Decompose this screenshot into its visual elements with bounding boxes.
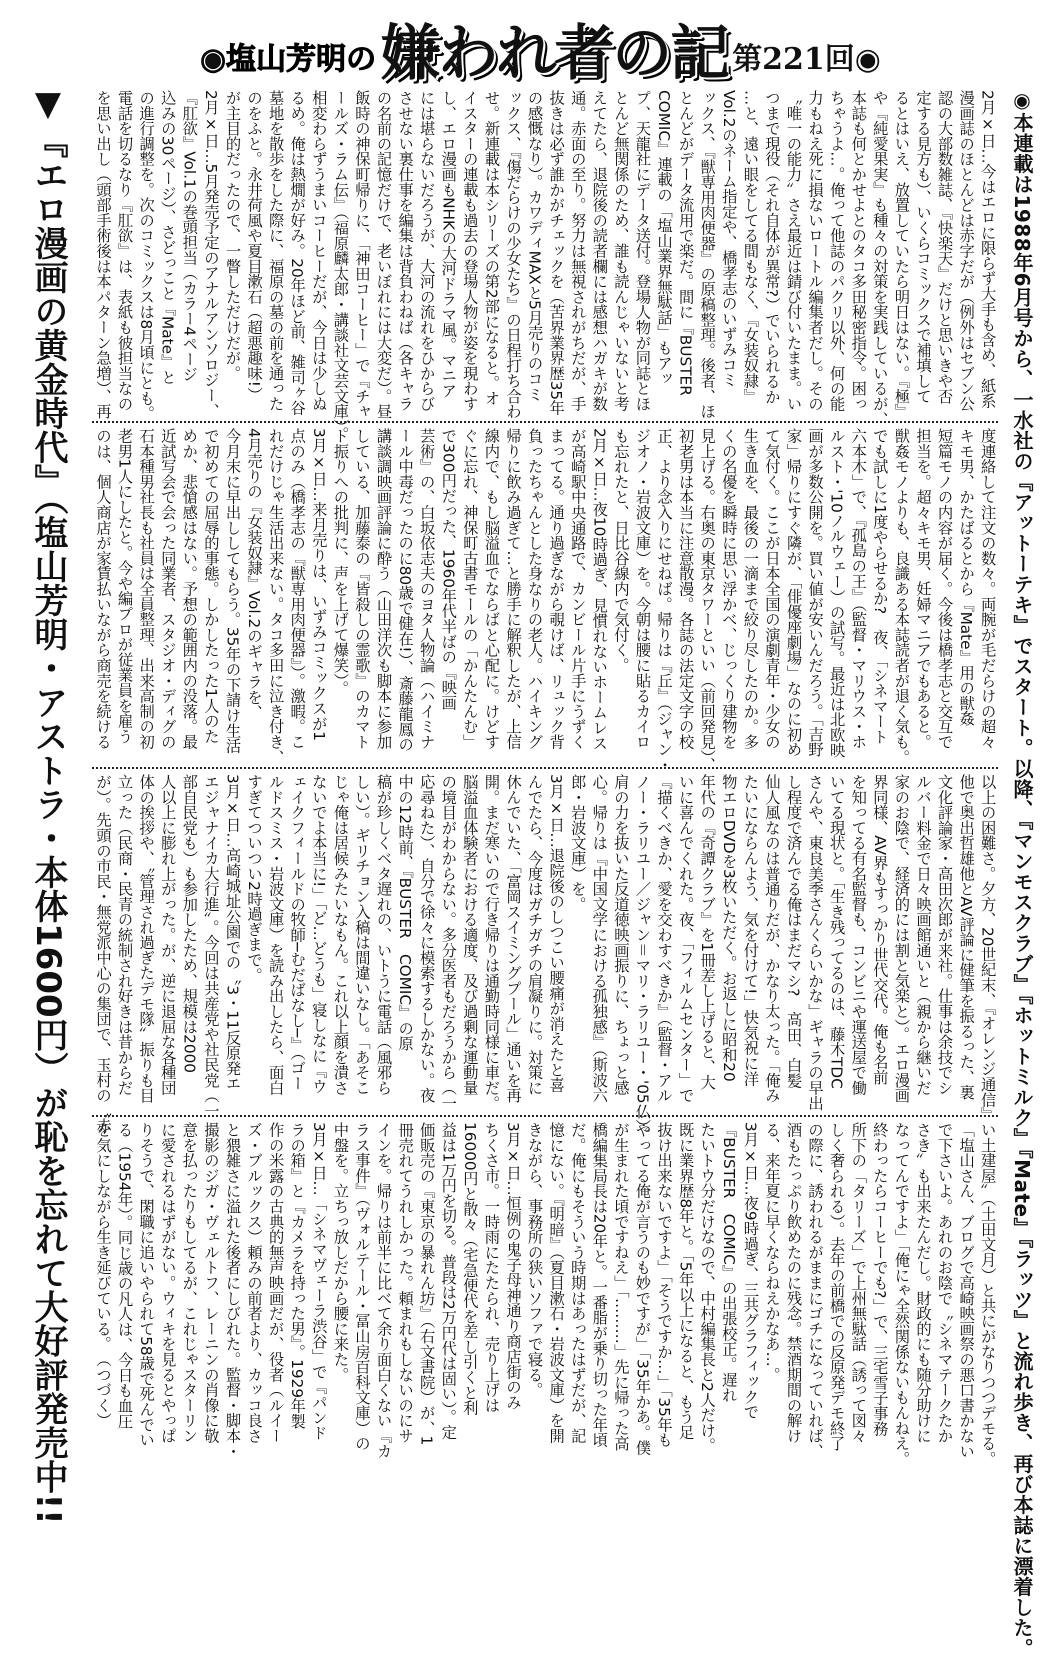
text-column: ジオノ・岩波文庫）を。今朝は腰に貼るカイロ: [633, 428, 652, 750]
text-column: いに喜んでくれた。夜、「フィルムセンター」で: [676, 774, 695, 1103]
text-column: 体の挨拶や、〝管理され過ぎたデモ隊〟振りも目: [137, 774, 156, 1103]
text-column: 近試写会で会った同業者、スタジオ・ディグの: [158, 428, 177, 750]
text-column: 3月×日…恒例の鬼子母神通り商店街のみ: [503, 1122, 522, 1410]
text-column: 界同様、AV界もすっかり世代交代。俺も名前: [870, 774, 889, 1085]
text-column: 既に業界歴8年と。「5年以上になると、もう足: [676, 1122, 695, 1440]
text-column: んでたら、今度はガチガチの肩凝りに。対策に: [525, 774, 544, 1096]
text-column: て気付く。ここが日本全国の演劇青年・少女の: [762, 428, 781, 750]
text-column: 仙人風なのは普通りだが、かなり太った。「俺み: [762, 774, 781, 1103]
text-column: の進行調整を。次のコミックスは8月頃にとも。: [137, 90, 156, 422]
text-column: たいにならんよう、気を付けて!」快気祝に洋: [741, 774, 760, 1087]
text-column: 六本木」で、『孤島の王』（監督・マリウス・ホ: [849, 428, 868, 750]
text-column: の感慨なり）。カワディMAXと5月売りのコミ: [525, 90, 544, 402]
text-column: 他で奥出哲雄他とAV評論に健筆を振るった、裏: [957, 774, 976, 1100]
text-column: 認の大部数雑誌、『快楽天』だけと思いきや否: [935, 90, 954, 404]
text-column: 獣姦モノよりも、良識ある本誌読者が退く気も。: [892, 428, 911, 765]
text-column: で下さいよ。あれのお陰で〝シネマテークたか: [935, 1122, 954, 1444]
text-column: 酒もたっぷり飲めたのに残念。禁酒期間の解け: [784, 1122, 803, 1444]
text-column: には堪らないだろうが、大河の流れをひからび: [417, 90, 436, 412]
text-column: し、エロ漫画もNHKの大河ドラマ風。マニア: [439, 90, 458, 399]
text-column: の名前の記憶だけで、老いぼれには大変だ）。昼: [374, 90, 393, 419]
text-column: 3月×日…高崎城址公園での〝3・11反原発エ: [223, 774, 242, 1092]
text-column: 漫画誌のほとんどは赤字だが（例外はセブン公: [957, 90, 976, 412]
text-column: 文化評論家・高田次郎が来社。仕事は余技でシ: [935, 774, 954, 1096]
text-column: 立った（民商・民青の統制され好きは昔からだ: [115, 774, 134, 1096]
text-column: ール中毒だったのに80歳で健在!）、斎藤龍鳳の: [396, 428, 415, 752]
text-column: や『純愛果実』も種々の対策を実践しているが、: [870, 90, 889, 427]
text-column: 憶にない。『明暗』（夏目漱石・岩波文庫）を開: [547, 1122, 566, 1444]
text-column: している、加藤泰の『皆殺しの霊歌』のカマト: [352, 428, 371, 750]
text-column: 益は1万円を切る。普段は2万円代は固い）。定: [439, 1122, 458, 1440]
text-column: 初老男は本当に注意散漫。各誌の法定文字の校: [676, 428, 695, 750]
text-column: エジャナイカ大行進〟。今回は共産党や社民党（一: [201, 774, 220, 1119]
text-column: 本誌も何とかせよとのタコ多田秘密指令。困っ: [849, 90, 868, 412]
text-column: ックス、『傷だらけの少女たち』の日程打ち合わ: [503, 90, 522, 419]
text-column: ズ・ブルックス）頼みの前者より、カッコ良さ: [245, 1122, 264, 1444]
text-column: ちゃうよ…。俺って他誌のパクリ以外、何の能: [827, 90, 846, 412]
text-column: 部自民党も）も参加したため、規模は2000: [180, 774, 199, 1074]
text-column: ちくさ市。一時雨にたたられ、売り上げは: [482, 1122, 501, 1413]
text-column: 抜きは必ず誰かがチェックを（苦界業界歴35年: [547, 90, 566, 416]
text-column: 16000円と散々（宅急便代を差し引くと利: [460, 1122, 479, 1416]
text-tier-1: [92, 90, 998, 442]
text-column: 講談調映画評論に酔う（山田洋次も脚本に参加: [374, 428, 393, 750]
title-episode: 第221回◉: [732, 42, 881, 77]
text-column: も忘れたと、日比谷線内で気付く。: [611, 428, 630, 673]
text-column: えてたら、退院後の読者欄には感想ハガキが数: [590, 90, 609, 412]
text-column: 家」帰りにすぐ隣が、「俳優座劇場」なのに初め: [784, 428, 803, 757]
text-column: ックス、『獣専用肉便器』の原稿整理。後者、ほ: [698, 90, 717, 419]
text-column: 『BUSTER COMIC』の出張校正。遅れ: [719, 1122, 738, 1403]
text-column: 通。赤面の至り。努力は無視されがちだが、手: [568, 90, 587, 412]
text-column: ぐに忘れ、神保町古書モールの「かんたんむ」: [460, 428, 479, 750]
text-column: るとはいえ、放置していたら明日はない。『極』: [892, 90, 911, 419]
text-column: イスターの連載も過去の登場人物が姿を現わす: [460, 90, 479, 412]
text-column: で300円だった、1960年代半ばの『映画: [439, 428, 458, 711]
text-column: 中の12時前、『BUSTER COMIC』の原: [396, 774, 415, 1051]
text-column: いてる現状と。「生き残ってるのは、藤木TDC: [827, 774, 846, 1089]
text-column: ェイクフィールドの牧師─むだばなし─』（ゴー: [288, 774, 307, 1091]
text-column: さんや、東良美季さんくらいかな」ギャラの早出: [806, 774, 825, 1111]
text-column: しい）。ギリチョン入稿は間違いなし。「あそこ: [352, 774, 371, 1096]
text-column: せ。新連載は本シリーズの第2部になると。オ: [482, 90, 501, 406]
text-column: 今月末に早出ししてもらう。35年の下請け生活: [223, 428, 242, 754]
text-column: 3月×日…「シネマヴェーラ渋谷」で『パンド: [309, 1122, 328, 1441]
text-column: 飯時の神保町帰りに、「神田コーヒー」で『チャ: [352, 90, 371, 419]
text-column: 中盤を。立ちっ放しだから腰に来た。: [331, 1122, 350, 1383]
text-column: まってる。通り過ぎながら覗けば、リュック背: [547, 428, 566, 750]
text-column: 稿が珍しくベタ遅れの、いトうに電話（風邪ら: [374, 774, 393, 1096]
text-column: 込みの30ページ）、さどっこと『Mate』と: [158, 90, 177, 385]
text-column: い土建屋〟（土田文月）と共にがなりつつデモる。: [978, 1122, 997, 1467]
text-column: 短篇モノの内容が届く。今後は橋孝志と交互で: [935, 428, 954, 750]
series-note: ◉本連載は1988年6月号から、一水社の『アットーテキ』でスタート。以降、『マンモスクラブ』『ホットミルク』『Mate』『ラッツ』と流れ歩き、再び本誌に漂着した。: [1010, 88, 1034, 1659]
text-column: 線内で、もし脳溢血でならばと心配に。けどす: [482, 428, 501, 750]
text-column: キモ男、かたばるとから『Mate』用の獣姦: [957, 428, 976, 727]
text-column: が生まれた頃ですねえ」「………」先に帰った高: [611, 1122, 630, 1451]
text-column: 定する見方も）、いくらコミックスで補填して: [913, 90, 932, 404]
text-column: でも試しに1度やらせるか? 夜、「シネマート: [870, 428, 889, 745]
text-column: つまで現役（それ自体が異常?）でいられるか: [762, 90, 781, 405]
text-tier-2: [92, 428, 998, 773]
text-column: 3月×日…来月売りは、いずみコミックスが1: [309, 428, 328, 741]
text-column: ルスト・'10ノルウェー）の試写。最近は北欧映: [827, 428, 846, 758]
text-column: さき〟も出来たんだし。財政的にも随分助けに: [913, 1122, 932, 1444]
text-column: すぎてついつい2時過ぎまで。: [245, 774, 264, 983]
text-column: ラス事件』（ヴォルテール・冨山房百科文庫）の: [352, 1122, 371, 1451]
text-column: 人以上に膨れ上がった。が、逆に退屈な各種団: [158, 774, 177, 1096]
text-column: 脳溢血体験者における適度、及び過剰な運動量: [460, 774, 479, 1096]
text-column: ルバー料金で日々映画館通いと（親から継いだ: [913, 774, 932, 1096]
text-column: に愛されるはずがない。ウィキを見るとやっぱ: [158, 1122, 177, 1444]
text-column: 度連絡して注文の数々。両腕が毛だらけの超々: [978, 428, 997, 750]
text-column: 終わったらコーヒーでも?」で、三宅雪子事務: [870, 1122, 889, 1437]
text-column: 『描くべきか、愛を交わすべきか』（監督・アル: [655, 774, 674, 1103]
text-column: じゃ俺は居候みたいなもん。これ以上顔を潰さ: [331, 774, 350, 1096]
text-column: 開。まだ寒いので行き帰りは通勤時同様に車だ。: [482, 774, 501, 1111]
text-column: 抜け出来ないですよ」「そうですか…」「35年も: [655, 1122, 674, 1448]
text-column: し程度で済んでる俺はまだマシ? 高田、白髪: [784, 774, 803, 1089]
text-column: 郎・岩波文庫）を。: [568, 774, 587, 912]
text-column: ノー・ラリユー／ジャン＝マリ・ラリユー・'05仏）。: [633, 774, 652, 1142]
text-column: 橋編集局長は20年と。一番脂が乗り切った年頃: [590, 1122, 609, 1448]
text-column: で初めての屈辱的事態。しかしたった1人のた: [201, 428, 220, 744]
text-column: 撮影のジガ・ヴェルトフ、レーニンの肖像に敬: [201, 1122, 220, 1444]
text-column: と猥雑さに溢れた後者にしびれた。監督・脚本・: [223, 1122, 242, 1459]
text-column: 物エロDVDを3枚いただく。お返しに昭和20: [719, 774, 738, 1082]
text-column: させない裏仕事を編集は背負わねば（各キャラ: [396, 90, 415, 412]
text-column: ルドスミス・岩波文庫）を読み出したら、面白: [266, 774, 285, 1096]
text-column: 芸術』の、白坂依志夫のヨタ人物論（ハイミナ: [417, 428, 436, 750]
book-promo: ▼『エロ漫画の黄金時代』（塩山芳明・アストラ・本体1600円）が恥を忘れて大好評発売中!!: [28, 84, 68, 1525]
text-column: くの名優を瞬時に思い浮かべ、じっくり建物を: [719, 428, 738, 750]
text-column: 価販売の『東京の暴れん坊』（右文書院）が、1: [417, 1122, 436, 1446]
text-column: りそうで、閑職に追いやられて58歳で死んでい: [137, 1122, 156, 1448]
text-column: 休んでいた、「富岡スイミングプール」通いを再: [503, 774, 522, 1103]
text-column: 担当を。超々キモ男、妊婦マニアでもあると。: [913, 428, 932, 750]
text-column: を知ってる有名監督も、コンビニや運送屋で働: [849, 774, 868, 1096]
text-column: …と、遠い眼をしてる間もなく、『女装奴隷』: [741, 90, 760, 404]
text-column: めか、悲愴感はない。予想の範囲内の没落。最: [180, 428, 199, 750]
text-column: る、来年夏に早くならねえかなあ…。: [762, 1122, 781, 1383]
text-column: 画が多数公開を。買い値が安いんだろう。「吉野: [806, 428, 825, 757]
text-column: 2月×日…5月発売予定のアナルアンソロジー、: [201, 90, 220, 419]
title-author: ◉塩山芳明の: [200, 42, 377, 77]
text-column: ないでよ本当に!」「ど…どうも」寝しなに『ウ: [309, 774, 328, 1094]
text-column: 3月×日…夜9時過ぎ、三共グラフィックで: [741, 1122, 760, 1420]
text-column: のは、個人商店が家賃払いながら商売を続ける: [94, 428, 112, 750]
text-column: なってんですよ」「俺にゃ全然関係ないもんねえ。: [892, 1122, 911, 1467]
text-tier-4: [92, 1122, 998, 1467]
text-column: きながら、事務所の狭いソファで寝る。: [525, 1122, 544, 1398]
title-main: 嫌われ者の記: [380, 19, 729, 89]
text-column: 生き血を、最後の一滴まで絞り尽したのか。多: [741, 428, 760, 750]
text-column: 年代の『奇譚クラブ』を1冊差し上げると、大: [698, 774, 717, 1090]
text-column: 応尋ねた）、自分で徐々に模索するしかない。夜: [417, 774, 436, 1103]
text-column: 2月×日…今はエロに限らず大手も含め、紙系: [978, 90, 997, 409]
text-column: 電話を切るなり『肛欲』は、表紙も彼担当なの: [115, 90, 134, 412]
text-column: たいトウ分だけなので、中村編集長と2人だけ。: [698, 1122, 717, 1454]
text-column: 家のお陰で、経済的には割と気楽と）。エロ漫画: [892, 774, 911, 1103]
text-column: が高崎駅中央通路で、カンビール片手にうずく: [568, 428, 587, 750]
text-column: 帰りに飲み過ぎて…と勝手に解釈したが、上信: [503, 428, 522, 750]
text-column: 正、より念入りにせねば。帰りは『丘』（ジャン・: [655, 428, 674, 773]
text-column: 2月×日…夜10時過ぎ、見慣れないホームレス: [590, 428, 609, 751]
text-column: ールズ・ラム伝』（福原麟太郎・講談社文芸文庫）。: [331, 90, 350, 442]
text-column: のをふと。永井荷風や夏目漱石（超悪趣味!）: [245, 90, 264, 403]
text-column: とんどがデータ流用で楽だ。間に『BUSTER: [676, 90, 695, 396]
text-column: 作の米露の古典的無声映画だが、役者（ルイー: [266, 1122, 285, 1444]
text-column: 以上の困難さ。夕方、20世紀末、『オレンジ通信』: [978, 774, 997, 1123]
text-column: 力もねえ死に損ないロートル編集者だし。その: [806, 90, 825, 412]
text-column: 意を払ったりもしてるが、これじゃスターリン: [180, 1122, 199, 1444]
text-column: を気にしながら生き延びている。 （つづく）: [94, 1122, 112, 1428]
text-column: COMIC』連載の「塩山業界無駄話」もアッ: [655, 90, 674, 386]
text-column: 3月×日…退院後のしつこい腰痛が消えたと喜: [547, 774, 566, 1093]
text-column: ラの箱』と『カメラを持った男』。1929年製: [288, 1122, 307, 1429]
column-title: [200, 14, 900, 89]
text-tier-3: [92, 774, 998, 1142]
text-column: 石本種男社長も社員は全員整理、出来高制の初: [137, 428, 156, 750]
text-column: 「塩山さん、ブログで高崎映画祭の悪口書かない: [957, 1122, 976, 1459]
text-column: を思い出し（頭部手術後は本パターン急増）、再: [94, 90, 112, 419]
text-column: が）。先頭の市民・無党派中心の集団で、玉村の〝赤: [94, 774, 112, 1134]
text-column: ト振りへの批判に、声を上げて爆笑）。: [331, 428, 350, 696]
text-column: インを。帰りは前半に比べて余り面白くない『カ: [374, 1122, 393, 1459]
text-column: るめ。俺は熱燗が好み。20年ほど前、雑司ヶ谷: [288, 90, 307, 416]
text-column: 相変わらずうまいコーヒーだが、今日は少しぬ: [309, 90, 328, 412]
text-column: 心。帰りは『中国文学における孤独感』（斯波六: [590, 774, 609, 1103]
text-column: れだけじゃ生活出来ない。タコ多田に泣き付き、: [266, 428, 285, 765]
text-column: プ、天龍社にデータ送付。登場人物が同誌とほ: [633, 90, 652, 412]
text-column: 老男1人にしたと。今や編プロが従業員を雇う: [115, 428, 134, 744]
text-column: 負ったちゃんとした身なりの老人。ハイキング: [525, 428, 544, 750]
text-column: 点のみ（橋孝志の『獣専用肉便器』）。激暇。こ: [288, 428, 307, 750]
text-column: だ。俺にもそういう時期はあったはずだが、記: [568, 1122, 587, 1444]
text-column: 肩の力を抜いた反道徳映画振りに、ちょっと感: [611, 774, 630, 1096]
text-column: 4月売りの『女装奴隷』Vol.2のギャラを、: [245, 428, 264, 721]
text-column: しく奢られる）。去年の前橋での反原発デモ終了: [827, 1122, 846, 1451]
text-column: Vol.2のネーム指定や、橋孝志のいずみコミ: [719, 90, 738, 388]
text-column: る（1954年）。同じ歳の凡人は、今日も血圧: [115, 1122, 134, 1429]
text-column: 見上げる。右奥の東京タワーといい（前回発見）、: [698, 428, 717, 773]
text-column: やってる俺が言うのも妙ですが」「35年かあ。僕: [633, 1122, 652, 1456]
text-column: の境目がわからない。多分医者もだろうから（一: [439, 774, 458, 1111]
text-column: の際に、誘われるがままにゴチになっていれば、: [806, 1122, 825, 1459]
text-column: 〝唯一の能力〟さえ最近は錆び付いたまま。い: [784, 90, 803, 412]
text-column: 『肛欲』Vol.1の巻頭担当（カラー4ページ: [180, 90, 199, 383]
text-column: 墓地を散歩をした際に、福原の墓の前を通った: [266, 90, 285, 412]
text-column: が主目的だったので、一瞥しただけだが。: [223, 90, 242, 381]
text-column: とんど無関係のため、誰も読んじゃいないと考: [611, 90, 630, 412]
text-column: 冊売れてうれしかった。頼まれもしないのにサ: [396, 1122, 415, 1444]
text-column: 所下の「タリーズ」で上州無駄話（誘って図々: [849, 1122, 868, 1444]
